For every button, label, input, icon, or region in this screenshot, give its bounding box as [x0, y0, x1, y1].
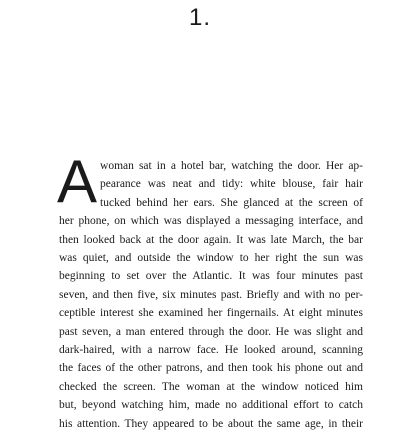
text-line: beginning to set over the Atlantic. It was four minutes past [59, 270, 363, 283]
text-line: ceptible interest she examined her fingernails. At eight minutes [59, 307, 363, 320]
drop-cap: A [57, 148, 98, 215]
text-line: then looked back at the door again. It was late March, the bar [59, 233, 363, 246]
text-line: tucked behind her ears. She glanced at the screen of [100, 196, 363, 209]
text-line: but, beyond watching him, made no additional effort to catch [59, 399, 363, 412]
chapter-paragraph [57, 148, 363, 433]
text-line: woman sat in a hotel bar, watching the door. Her ap- [100, 160, 363, 172]
text-line: seven, and then five, six minutes past. Briefly and with no per- [59, 288, 363, 301]
text-line: the faces of the other patrons, and then took his phone out and [59, 362, 363, 375]
text-line: pearance was neat and tidy: white blouse, fair hair [100, 178, 363, 191]
text-line: checked the screen. The woman at the window noticed him [59, 380, 363, 393]
text-line: her phone, on which was displayed a messaging interface, and [59, 215, 363, 228]
chapter-number: 1. [188, 4, 211, 31]
text-line: dark-haired, with a narrow face. He looked around, scanning [59, 344, 363, 357]
text-line: his attention. They appeared to be about the same age, in their [59, 417, 363, 430]
text-line: past seven, a man entered through the door. He was slight and [59, 325, 363, 338]
text-line: was quiet, and outside the window to her right the sun was [59, 252, 363, 265]
